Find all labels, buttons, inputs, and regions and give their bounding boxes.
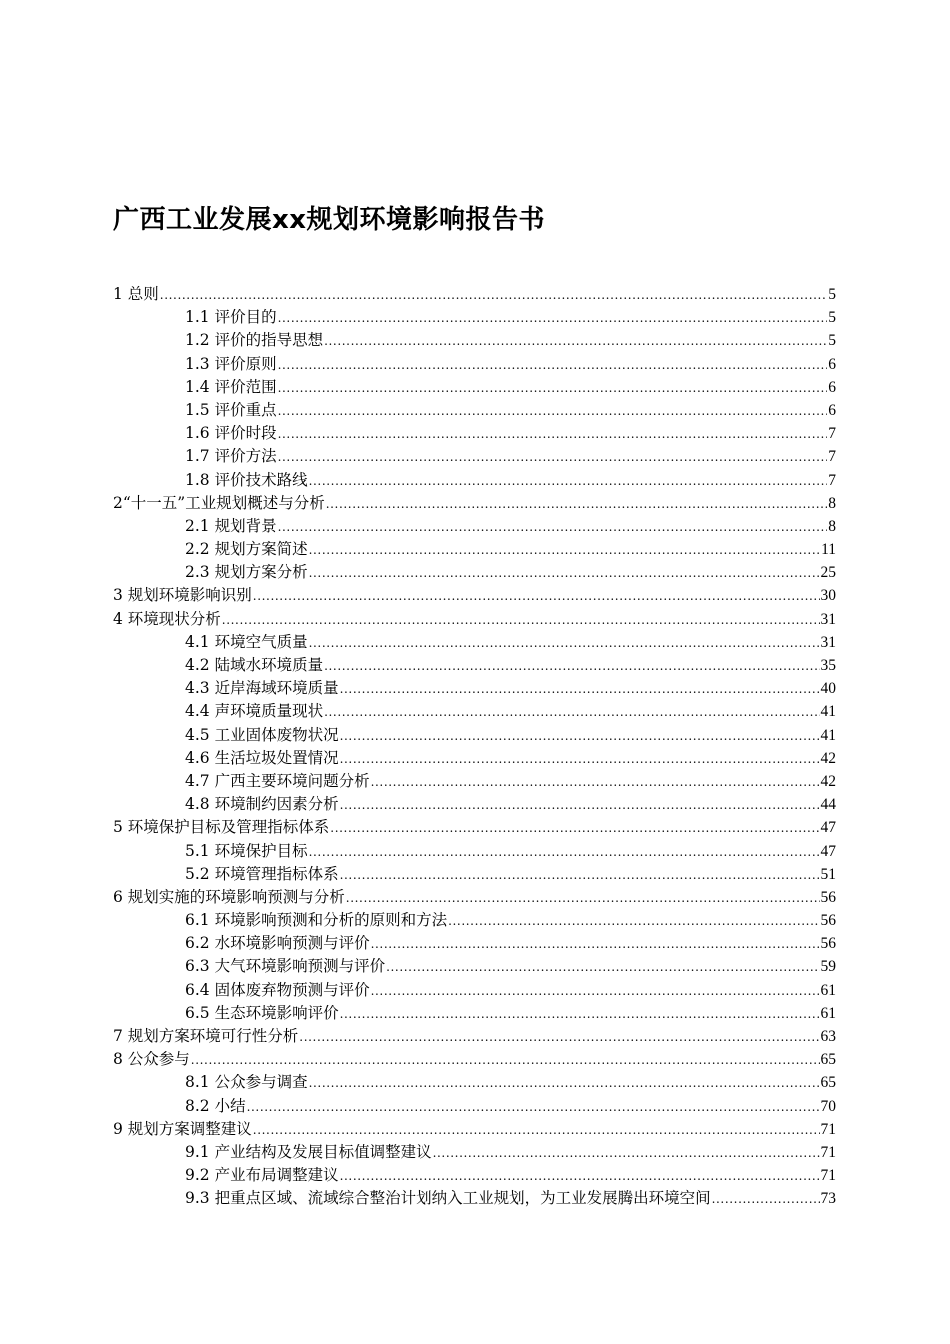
toc-dot-leader — [191, 1049, 820, 1071]
toc-entry-page-number: 40 — [820, 680, 836, 698]
toc-dot-leader — [309, 562, 820, 584]
toc-dot-leader — [340, 794, 820, 816]
toc-entry-page-number: 25 — [820, 564, 836, 582]
toc-dot-leader — [160, 284, 827, 306]
toc-entry[interactable] — [113, 515, 836, 538]
toc-entry[interactable] — [113, 909, 836, 932]
toc-entry-page-number: 65 — [820, 1051, 836, 1069]
toc-dot-leader — [371, 771, 820, 793]
toc-entry-page-number: 65 — [820, 1074, 836, 1092]
toc-dot-leader — [324, 701, 819, 723]
toc-entry-label: 9 规划方案调整建议 — [113, 1119, 252, 1138]
toc-entry-page-number: 47 — [820, 819, 836, 837]
toc-entry-label: 4.1 环境空气质量 — [185, 632, 308, 651]
toc-entry-page-number: 7 — [828, 425, 836, 443]
toc-dot-leader — [371, 933, 820, 955]
document-title: 广西工业发展xx规划环境影响报告书 — [113, 205, 546, 235]
toc-entry-page-number: 59 — [820, 958, 836, 976]
toc-entry-page-number: 51 — [820, 865, 836, 883]
toc-entry-label: 5.1 环境保护目标 — [185, 841, 308, 860]
toc-entry[interactable] — [113, 700, 836, 723]
toc-dot-leader — [278, 307, 828, 329]
toc-entry-page-number: 5 — [828, 332, 836, 350]
toc-entry-label: 6.2 水环境影响预测与评价 — [185, 934, 370, 953]
toc-entry[interactable] — [113, 538, 836, 561]
toc-entry-page-number: 41 — [820, 726, 836, 744]
toc-entry[interactable] — [113, 1002, 836, 1025]
toc-entry-page-number: 35 — [820, 657, 836, 674]
toc-entry-label: 1.5 评价重点 — [185, 400, 277, 419]
toc-entry-label: 4 环境现状分析 — [113, 609, 221, 628]
toc-entry-page-number: 47 — [820, 842, 836, 860]
toc-dot-leader — [278, 423, 828, 445]
toc-entry[interactable] — [113, 677, 836, 700]
toc-entry[interactable] — [113, 584, 836, 607]
toc-entry[interactable] — [113, 561, 836, 584]
table-of-contents — [113, 283, 836, 1211]
toc-entry-page-number: 56 — [820, 888, 836, 906]
toc-dot-leader — [330, 817, 819, 839]
toc-entry-label: 1.2 评价的指导思想 — [185, 331, 324, 350]
toc-entry[interactable] — [113, 422, 836, 445]
toc-entry-label: 1 总则 — [113, 285, 159, 303]
toc-dot-leader — [299, 1026, 819, 1048]
toc-entry-page-number: 30 — [820, 587, 836, 605]
toc-dot-leader — [340, 725, 820, 747]
toc-dot-leader — [371, 980, 820, 1002]
toc-entry-label: 1.6 评价时段 — [185, 424, 277, 443]
toc-entry-label: 2.1 规划背景 — [185, 516, 277, 535]
toc-entry-label: 2.2 规划方案简述 — [185, 540, 308, 559]
toc-entry[interactable] — [113, 329, 836, 352]
toc-entry-label: 4.5 工业固体废物状况 — [185, 725, 339, 744]
toc-entry[interactable] — [113, 631, 836, 654]
toc-entry[interactable] — [113, 886, 836, 909]
toc-entry-label: 9.2 产业布局调整建议 — [185, 1166, 339, 1185]
toc-entry-label: 1.3 评价原则 — [185, 354, 277, 373]
toc-entry[interactable] — [113, 1118, 836, 1141]
toc-dot-leader — [346, 887, 820, 909]
toc-dot-leader — [253, 1119, 820, 1141]
toc-entry[interactable] — [113, 445, 836, 468]
toc-entry-page-number: 7 — [828, 471, 836, 489]
toc-entry-page-number: 71 — [820, 1143, 836, 1161]
toc-entry-label: 1.8 评价技术路线 — [185, 470, 308, 489]
toc-dot-leader — [278, 354, 828, 376]
toc-entry[interactable] — [113, 747, 836, 770]
toc-entry[interactable] — [113, 816, 836, 839]
toc-dot-leader — [386, 956, 819, 978]
toc-entry-page-number: 44 — [820, 796, 836, 814]
toc-entry-page-number: 61 — [820, 1004, 836, 1022]
toc-entry-page-number: 31 — [820, 633, 836, 651]
toc-entry-label: 6 规划实施的环境影响预测与分析 — [113, 887, 345, 906]
toc-entry[interactable] — [113, 353, 836, 376]
toc-dot-leader — [309, 841, 820, 863]
toc-entry[interactable] — [113, 932, 836, 955]
toc-dot-leader — [278, 516, 828, 538]
toc-entry-page-number: 56 — [820, 935, 836, 953]
toc-entry-page-number: 42 — [820, 772, 836, 790]
toc-entry-label: 3 规划环境影响识别 — [113, 586, 252, 605]
toc-dot-leader — [309, 1072, 820, 1094]
toc-entry-label: 1.4 评价范围 — [185, 377, 277, 396]
toc-entry[interactable] — [113, 724, 836, 747]
toc-entry[interactable] — [113, 770, 836, 793]
toc-entry-page-number: 8 — [828, 517, 836, 535]
toc-entry[interactable] — [113, 863, 836, 886]
toc-entry-label: 4.4 声环境质量现状 — [185, 702, 324, 721]
toc-entry-label: 4.3 近岸海域环境质量 — [185, 679, 339, 698]
toc-entry[interactable] — [113, 793, 836, 816]
toc-entry-label: 4.2 陆域水环境质量 — [185, 656, 324, 674]
toc-entry-page-number: 71 — [820, 1167, 836, 1185]
toc-entry[interactable] — [113, 1048, 836, 1071]
toc-entry-label: 8 公众参与 — [113, 1050, 190, 1069]
toc-dot-leader — [278, 400, 828, 422]
toc-entry-page-number: 11 — [821, 541, 836, 559]
toc-entry-page-number: 73 — [820, 1190, 836, 1208]
toc-entry-page-number: 31 — [820, 610, 836, 628]
toc-dot-leader — [324, 655, 819, 677]
toc-entry-label: 6.1 环境影响预测和分析的原则和方法 — [185, 911, 448, 930]
toc-entry[interactable] — [113, 469, 836, 492]
toc-entry[interactable] — [113, 306, 836, 329]
toc-entry-label: 6.5 生态环境影响评价 — [185, 1003, 339, 1022]
toc-entry-page-number: 71 — [820, 1120, 836, 1138]
toc-entry[interactable] — [113, 376, 836, 399]
toc-dot-leader — [340, 748, 820, 770]
toc-entry[interactable] — [113, 399, 836, 422]
toc-dot-leader — [253, 585, 820, 607]
toc-entry[interactable] — [113, 979, 836, 1002]
toc-dot-leader — [433, 1142, 820, 1164]
toc-entry[interactable] — [113, 1095, 836, 1118]
toc-entry-page-number: 7 — [828, 448, 836, 466]
toc-entry-label: 8.1 公众参与调查 — [185, 1073, 308, 1092]
toc-entry-page-number: 5 — [828, 286, 836, 303]
toc-entry[interactable] — [113, 283, 836, 306]
toc-entry-label: 7 规划方案环境可行性分析 — [113, 1027, 299, 1045]
toc-entry[interactable] — [113, 608, 836, 631]
toc-dot-leader — [712, 1188, 820, 1210]
toc-dot-leader — [340, 1165, 820, 1187]
toc-dot-leader — [448, 910, 819, 932]
toc-dot-leader — [326, 493, 828, 515]
toc-entry[interactable] — [113, 492, 836, 515]
toc-entry-label: 4.7 广西主要环境问题分析 — [185, 771, 370, 790]
toc-dot-leader — [340, 864, 820, 886]
toc-entry-label: 1.1 评价目的 — [185, 308, 277, 327]
toc-entry[interactable] — [113, 1025, 836, 1048]
toc-dot-leader — [324, 330, 827, 352]
toc-entry-page-number: 61 — [820, 981, 836, 999]
toc-entry[interactable] — [113, 1141, 836, 1164]
toc-entry-label: 8.2 小结 — [185, 1096, 246, 1115]
toc-entry-page-number: 6 — [828, 355, 836, 373]
toc-entry-label: 9.1 产业结构及发展目标值调整建议 — [185, 1142, 432, 1161]
toc-entry-page-number: 8 — [828, 494, 836, 512]
toc-entry-label: 5.2 环境管理指标体系 — [185, 864, 339, 883]
toc-entry-page-number: 6 — [828, 401, 836, 419]
toc-entry[interactable] — [113, 654, 836, 677]
toc-dot-leader — [340, 1003, 820, 1025]
toc-entry[interactable] — [113, 840, 836, 863]
toc-entry-label: 6.3 大气环境影响预测与评价 — [185, 957, 386, 976]
toc-dot-leader — [340, 678, 820, 700]
toc-entry-page-number: 70 — [820, 1097, 836, 1115]
toc-dot-leader — [247, 1096, 820, 1118]
toc-entry-label: 9.3 把重点区域、流域综合整治计划纳入工业规划，为工业发展腾出环境空间 — [185, 1189, 711, 1208]
toc-entry-page-number: 5 — [828, 309, 836, 327]
toc-dot-leader — [222, 609, 820, 631]
toc-dot-leader — [278, 446, 828, 468]
toc-entry-label: 5 环境保护目标及管理指标体系 — [113, 818, 330, 837]
toc-entry-label: 2“十一五”工业规划概述与分析 — [113, 493, 325, 512]
toc-entry-label: 6.4 固体废弃物预测与评价 — [185, 980, 370, 999]
toc-entry-page-number: 63 — [820, 1028, 836, 1045]
toc-entry-label: 4.8 环境制约因素分析 — [185, 795, 339, 814]
toc-entry[interactable] — [113, 1187, 836, 1210]
toc-entry[interactable] — [113, 1164, 836, 1187]
toc-dot-leader — [309, 632, 820, 654]
toc-entry-label: 2.3 规划方案分析 — [185, 563, 308, 582]
toc-entry-label: 4.6 生活垃圾处置情况 — [185, 748, 339, 767]
toc-entry-page-number: 6 — [828, 378, 836, 396]
toc-dot-leader — [309, 539, 820, 561]
toc-entry[interactable] — [113, 955, 836, 978]
toc-entry-page-number: 42 — [820, 749, 836, 767]
toc-dot-leader — [309, 470, 828, 492]
toc-entry-page-number: 56 — [820, 912, 836, 930]
toc-entry-page-number: 41 — [820, 703, 836, 721]
toc-dot-leader — [278, 377, 828, 399]
toc-entry-label: 1.7 评价方法 — [185, 447, 277, 466]
toc-entry[interactable] — [113, 1071, 836, 1094]
